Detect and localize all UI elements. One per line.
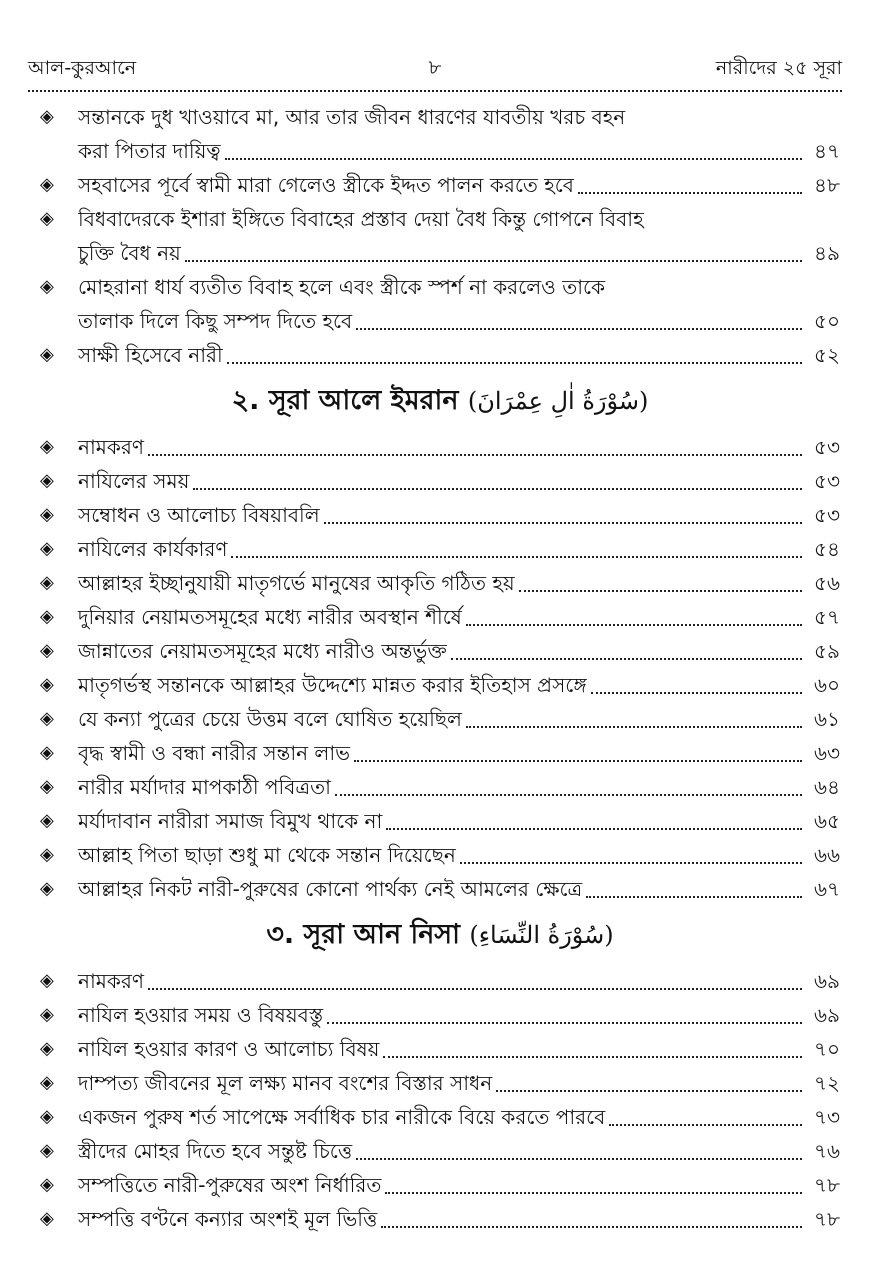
diamond-bullet-icon: ◈	[40, 1004, 54, 1025]
toc-page-number: ৬৬	[813, 843, 840, 867]
dotted-leader	[496, 1066, 802, 1092]
toc-page-number: ৫২	[814, 343, 840, 367]
toc-entry-title: আল্লাহ পিতা ছাড়া শুধু মা থেকে সন্তান দিয়েছেন	[78, 843, 456, 867]
diamond-bullet-icon: ◈	[40, 1174, 54, 1195]
toc-entry[interactable]	[40, 770, 840, 804]
diamond-bullet-icon: ◈	[40, 470, 54, 491]
diamond-bullet-icon: ◈	[40, 1106, 54, 1127]
toc-entry[interactable]	[40, 804, 840, 838]
toc-entry-title: নাযিলের কার্যকারণ	[78, 537, 228, 561]
dotted-leader	[381, 1202, 802, 1228]
diamond-bullet-icon: ◈	[40, 436, 54, 457]
toc-entry[interactable]	[40, 634, 840, 668]
toc-entry[interactable]	[40, 1066, 840, 1100]
dotted-leader	[148, 964, 802, 990]
dotted-leader	[385, 1168, 802, 1194]
toc-entry-title: নাযিল হওয়ার সময় ও বিষয়বস্তু	[78, 1003, 324, 1027]
dotted-leader	[609, 1100, 802, 1126]
page-number: ৮	[428, 55, 442, 79]
toc-entry[interactable]	[40, 998, 840, 1032]
toc-page-number: ৭০	[813, 1037, 840, 1061]
toc-entry-title: নামকরণ	[78, 969, 144, 993]
diamond-bullet-icon: ◈	[40, 878, 54, 899]
diamond-bullet-icon: ◈	[40, 174, 54, 195]
toc-entry[interactable]	[40, 838, 840, 872]
dotted-leader	[231, 532, 802, 558]
toc-entry[interactable]	[40, 872, 840, 906]
toc-page-number: ৬৭	[813, 877, 840, 901]
toc-entry-title: করা পিতার দায়িত্ব	[78, 139, 221, 163]
toc-entry-title: দুনিয়ার নেয়ামতসমূহের মধ্যে নারীর অবস্থান শীর্ষে	[78, 605, 462, 629]
toc-entry[interactable]	[40, 600, 840, 634]
toc-entry-title: আল্লাহর ইচ্ছানুযায়ী মাতৃগর্ভে মানুষের আকৃতি গঠিত হয়	[78, 571, 515, 595]
toc-entry[interactable]	[40, 1100, 840, 1134]
toc-page-number: ৬৪	[814, 775, 840, 799]
dotted-leader	[354, 736, 802, 762]
dotted-leader	[586, 872, 802, 898]
dotted-leader	[356, 1134, 802, 1160]
section-heading	[40, 372, 840, 430]
toc-page-number: ৭৬	[813, 1139, 840, 1163]
toc-entry-title: বৃদ্ধ স্বামী ও বন্ধা নারীর সন্তান লাভ	[78, 741, 351, 765]
toc-page-number: ৬১	[814, 707, 840, 731]
toc-entry[interactable]	[40, 498, 840, 532]
diamond-bullet-icon: ◈	[40, 810, 54, 831]
toc-entry[interactable]	[40, 702, 840, 736]
toc-entry-title: দাম্পত্য জীবনের মূল লক্ষ্য মানব বংশের বিস্তার সাধন	[78, 1071, 493, 1095]
diamond-bullet-icon: ◈	[40, 844, 54, 865]
toc-page-number: ৬০	[813, 673, 840, 697]
section-heading-text: ২. সূরা আলে ইমরান	[231, 385, 459, 416]
toc-entry[interactable]	[40, 100, 840, 168]
diamond-bullet-icon: ◈	[40, 276, 54, 297]
dotted-leader	[185, 236, 802, 262]
toc-entry[interactable]	[40, 1168, 840, 1202]
toc-entry[interactable]	[40, 202, 840, 270]
diamond-bullet-icon: ◈	[40, 674, 54, 695]
toc-entry-title: নামকরণ	[78, 435, 144, 459]
dotted-leader	[193, 464, 802, 490]
diamond-bullet-icon: ◈	[40, 538, 54, 559]
toc-entry-title: চুক্তি বৈধ নয়	[78, 241, 181, 265]
toc-entry-text-line: সন্তানকে দুধ খাওয়াবে মা, আর তার জীবন ধারণের যাবতীয় খরচ বহন	[78, 105, 626, 129]
toc-page-number: ৭৮	[814, 1207, 840, 1231]
table-of-contents	[40, 100, 840, 1236]
toc-entry[interactable]	[40, 736, 840, 770]
toc-entry[interactable]	[40, 532, 840, 566]
toc-entry[interactable]	[40, 1134, 840, 1168]
dotted-leader	[227, 338, 802, 364]
toc-entry-title: সাক্ষী হিসেবে নারী	[78, 343, 223, 367]
toc-entry-title: একজন পুরুষ শর্ত সাপেক্ষে সর্বাধিক চার নারীকে বিয়ে করতে পারবে	[78, 1105, 606, 1129]
toc-page-number: ৫৯	[814, 639, 840, 663]
toc-page-number: ৭৩	[813, 1105, 840, 1129]
section-heading	[40, 906, 840, 964]
header-book-subtitle: নারীদের ২৫ সূরা	[715, 57, 842, 79]
dotted-leader	[466, 600, 802, 626]
toc-page-number: ৫৭	[814, 605, 840, 629]
diamond-bullet-icon: ◈	[40, 708, 54, 729]
toc-page-number: ৫৩	[814, 503, 840, 527]
toc-page-number: ৭২	[813, 1071, 840, 1095]
toc-entry-title: তালাক দিলে কিছু সম্পদ দিতে হবে	[78, 309, 353, 333]
diamond-bullet-icon: ◈	[40, 106, 54, 127]
toc-entry-title: সম্বোধন ও আলোচ্য বিষয়াবলি	[78, 503, 320, 527]
toc-page-number: ৬৯	[814, 969, 840, 993]
diamond-bullet-icon: ◈	[40, 1208, 54, 1229]
diamond-bullet-icon: ◈	[40, 776, 54, 797]
diamond-bullet-icon: ◈	[40, 1072, 54, 1093]
toc-entry[interactable]	[40, 964, 840, 998]
toc-page-number: ৭৮	[814, 1173, 840, 1197]
dotted-leader	[466, 702, 802, 728]
toc-entry-title: মাতৃগর্ভস্থ সন্তানকে আল্লাহর উদ্দেশ্যে মান্নত করার ইতিহাস প্রসঙ্গে	[78, 673, 587, 697]
section-heading-arabic: (سُوْرَةُ اٰلِ عِمْرَانَ)	[467, 387, 649, 415]
toc-page-number: ৫৪	[814, 537, 840, 561]
toc-entry-title: স্ত্রীদের মোহর দিতে হবে সন্তুষ্ট চিত্তে	[78, 1139, 353, 1163]
toc-entry-title: নারীর মর্যাদার মাপকাঠী পবিত্রতা	[78, 775, 331, 799]
toc-entry-title: সম্পত্তি বণ্টনে কন্যার অংশই মূল ভিত্তি	[78, 1207, 378, 1231]
dotted-leader	[451, 634, 802, 660]
toc-entry-title: জান্নাতের নেয়ামতসমূহের মধ্যে নারীও অন্তর্ভুক্ত	[78, 639, 447, 663]
diamond-bullet-icon: ◈	[40, 970, 54, 991]
toc-entry[interactable]	[40, 430, 840, 464]
diamond-bullet-icon: ◈	[40, 1140, 54, 1161]
dotted-leader	[383, 1032, 802, 1058]
toc-entry-title: আল্লাহর নিকট নারী-পুরুষের কোনো পার্থক্য নেই আমলের ক্ষেত্রে	[78, 877, 583, 901]
dotted-leader	[148, 430, 802, 456]
diamond-bullet-icon: ◈	[40, 572, 54, 593]
toc-entry-text-line: বিধবাদেরকে ইশারা ইঙ্গিতে বিবাহের প্রস্তাব দেয়া বৈধ কিন্তু গোপনে বিবাহ	[78, 207, 644, 231]
toc-entry-title: যে কন্যা পুত্রের চেয়ে উত্তম বলে ঘোষিত হয়েছিল	[78, 707, 462, 731]
toc-page-number: ৫৩	[814, 435, 840, 459]
toc-entry[interactable]	[40, 464, 840, 498]
section-heading-text: ৩. সূরা আন নিসা	[266, 919, 460, 950]
dotted-leader	[327, 998, 802, 1024]
toc-page-number: ৪৯	[814, 241, 840, 265]
toc-entry-title: সহবাসের পূর্বে স্বামী মারা গেলেও স্ত্রীকে ইদ্দত পালন করতে হবে	[78, 173, 574, 197]
toc-page-number: ৬৩	[813, 741, 840, 765]
dotted-leader	[386, 804, 802, 830]
toc-page-number: ৪৭	[814, 139, 840, 163]
toc-entry[interactable]	[40, 338, 840, 372]
dotted-leader	[591, 668, 802, 694]
toc-entry[interactable]	[40, 566, 840, 600]
toc-entry[interactable]	[40, 168, 840, 202]
toc-entry-text-line: মোহরানা ধার্য ব্যতীত বিবাহ হলে এবং স্ত্রীকে স্পর্শ না করলেও তাকে	[78, 275, 606, 299]
toc-page-number: ৬৫	[814, 809, 840, 833]
diamond-bullet-icon: ◈	[40, 344, 54, 365]
toc-entry[interactable]	[40, 668, 840, 702]
toc-entry-title: সম্পত্তিতে নারী-পুরুষের অংশ নির্ধারিত	[78, 1173, 382, 1197]
dotted-leader	[324, 498, 802, 524]
diamond-bullet-icon: ◈	[40, 606, 54, 627]
dotted-leader	[578, 168, 802, 194]
toc-entry[interactable]	[40, 1202, 840, 1236]
diamond-bullet-icon: ◈	[40, 1038, 54, 1059]
toc-page-number: ৫০	[814, 309, 840, 333]
diamond-bullet-icon: ◈	[40, 208, 54, 229]
diamond-bullet-icon: ◈	[40, 640, 54, 661]
toc-page-number: ৫৬	[814, 571, 840, 595]
section-heading-arabic: (سُوْرَةُ النِّسَاءِ)	[469, 921, 614, 949]
dotted-leader	[356, 304, 802, 330]
dotted-leader	[335, 770, 802, 796]
diamond-bullet-icon: ◈	[40, 742, 54, 763]
header-book-title: আল-কুরআনে	[28, 57, 137, 79]
toc-entry-title: মর্যাদাবান নারীরা সমাজ বিমুখ থাকে না	[78, 809, 383, 833]
toc-page-number: ৫৩	[814, 469, 840, 493]
dotted-leader	[225, 134, 802, 160]
toc-entry[interactable]	[40, 1032, 840, 1066]
toc-entry[interactable]	[40, 270, 840, 338]
toc-page-number: ৪৮	[814, 173, 840, 197]
toc-entry-title: নাযিল হওয়ার কারণ ও আলোচ্য বিষয়	[78, 1037, 380, 1061]
toc-entry-title: নাযিলের সময়	[78, 469, 190, 493]
toc-page-number: ৬৯	[814, 1003, 840, 1027]
diamond-bullet-icon: ◈	[40, 504, 54, 525]
page-header	[28, 55, 842, 92]
dotted-leader	[460, 838, 802, 864]
dotted-leader	[519, 566, 802, 592]
